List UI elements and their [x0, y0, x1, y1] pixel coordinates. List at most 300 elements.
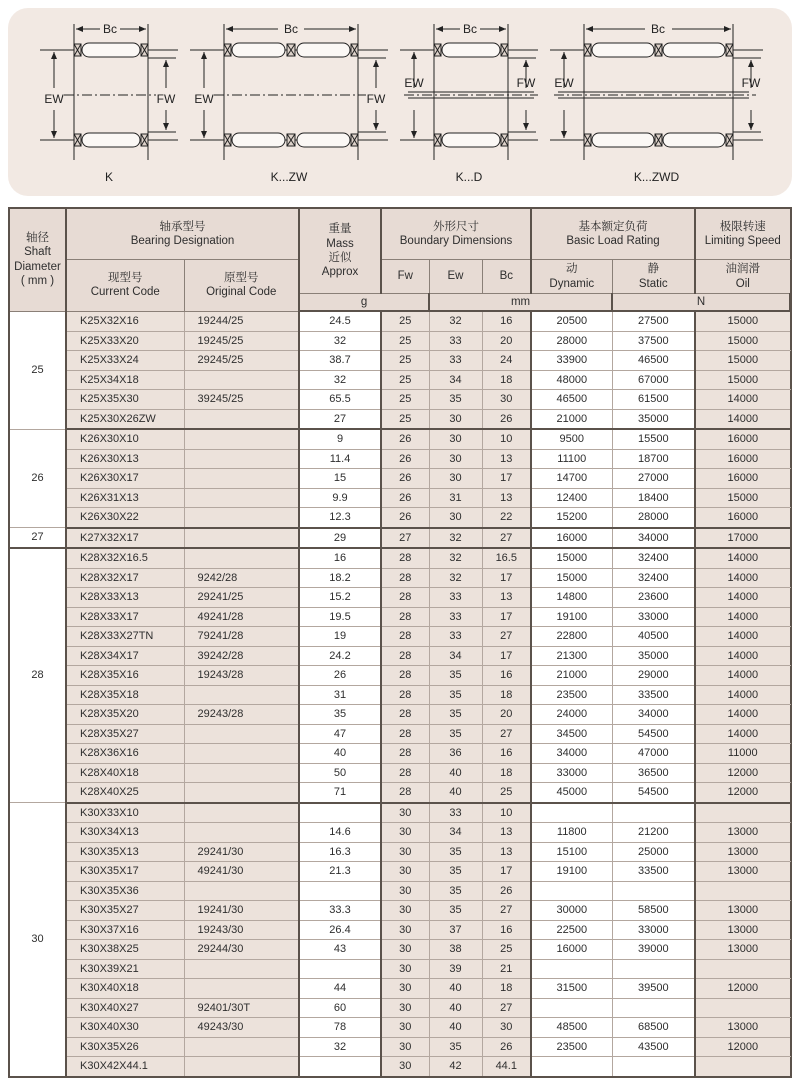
cell-original-code — [184, 508, 299, 528]
cell-oil: 13000 — [695, 823, 790, 843]
cell-mass: 71 — [299, 783, 381, 803]
cell-original-code: 29241/25 — [184, 588, 299, 608]
cell-fw: 28 — [381, 627, 429, 647]
table-row — [9, 449, 791, 469]
cell-fw: 25 — [381, 409, 429, 429]
cell-oil: 15000 — [695, 488, 790, 508]
cell-static: 34000 — [612, 705, 695, 725]
cell-dynamic — [531, 803, 612, 823]
cell-mass: 19 — [299, 627, 381, 647]
cell-fw: 28 — [381, 724, 429, 744]
col-header-limiting-speed — [695, 208, 790, 260]
cell-dynamic: 48000 — [531, 370, 612, 390]
cell-original-code — [184, 548, 299, 568]
cell-ew: 40 — [429, 783, 482, 803]
cell-mass: 32 — [299, 331, 381, 351]
current-code-label-cn: 现型号 — [108, 271, 143, 284]
cell-bc: 44.1 — [482, 1057, 531, 1077]
bearing-spec-table — [8, 207, 792, 1078]
cell-dynamic: 21300 — [531, 646, 612, 666]
dim-label-ew: EW — [44, 92, 64, 106]
table-row — [9, 979, 791, 999]
cell-bc: 18 — [482, 370, 531, 390]
cell-dynamic: 28000 — [531, 331, 612, 351]
cell-static: 39500 — [612, 979, 695, 999]
cell-current-code: K30X39X21 — [66, 959, 184, 979]
speed-label-en: Limiting Speed — [704, 235, 781, 247]
cell-fw: 30 — [381, 901, 429, 921]
cell-ew: 32 — [429, 528, 482, 549]
cell-current-code: K30X35X17 — [66, 862, 184, 882]
col-header-boundary-dimensions — [381, 208, 531, 260]
cell-oil: 14000 — [695, 568, 790, 588]
cell-mass — [299, 959, 381, 979]
cell-fw: 26 — [381, 488, 429, 508]
cell-original-code — [184, 763, 299, 783]
cell-oil: 13000 — [695, 1018, 790, 1038]
table-row — [9, 881, 791, 901]
cell-mass: 78 — [299, 1018, 381, 1038]
cell-static: 35000 — [612, 646, 695, 666]
cell-fw: 30 — [381, 979, 429, 999]
shaft-label-en2: Diameter — [14, 260, 61, 273]
cell-oil: 15000 — [695, 370, 790, 390]
cell-current-code: K28X33X13 — [66, 588, 184, 608]
cell-ew: 35 — [429, 724, 482, 744]
cell-bc: 18 — [482, 685, 531, 705]
cell-original-code: 29244/30 — [184, 940, 299, 960]
dim-label-ew: EW — [194, 92, 214, 106]
table-row — [9, 842, 791, 862]
cell-ew: 35 — [429, 881, 482, 901]
cell-bc: 25 — [482, 940, 531, 960]
boundary-label-cn: 外形尺寸 — [433, 220, 480, 233]
col-header-static — [612, 260, 695, 294]
cell-fw: 30 — [381, 1018, 429, 1038]
dim-label-fw: FW — [741, 76, 761, 90]
cell-dynamic: 11800 — [531, 823, 612, 843]
cell-bc: 24 — [482, 351, 531, 371]
cell-fw: 30 — [381, 998, 429, 1018]
cell-static: 21200 — [612, 823, 695, 843]
figure-k — [34, 20, 184, 184]
cell-current-code: K26X31X13 — [66, 488, 184, 508]
figure-label-kd: K...D — [455, 170, 483, 184]
cell-bc: 22 — [482, 508, 531, 528]
cell-original-code — [184, 803, 299, 823]
cell-mass: 65.5 — [299, 390, 381, 410]
table-row — [9, 528, 791, 549]
cell-static: 18400 — [612, 488, 695, 508]
table-row — [9, 920, 791, 940]
shaft-diameter-cell: 27 — [9, 528, 66, 549]
cell-static: 32400 — [612, 568, 695, 588]
cell-dynamic: 34500 — [531, 724, 612, 744]
cell-oil: 13000 — [695, 901, 790, 921]
cell-ew: 34 — [429, 370, 482, 390]
table-row — [9, 940, 791, 960]
cell-oil — [695, 803, 790, 823]
cell-oil: 14000 — [695, 390, 790, 410]
shaft-label-en1: Shaft — [24, 246, 51, 259]
cell-original-code — [184, 370, 299, 390]
cell-static — [612, 803, 695, 823]
table-body — [9, 311, 791, 1077]
table-header — [9, 208, 791, 311]
cell-ew: 34 — [429, 646, 482, 666]
cell-bc: 30 — [482, 1018, 531, 1038]
cell-static: 27000 — [612, 469, 695, 489]
cell-bc: 16 — [482, 920, 531, 940]
cell-static: 33000 — [612, 920, 695, 940]
cell-static: 36500 — [612, 763, 695, 783]
cell-mass: 29 — [299, 528, 381, 549]
col-header-oil — [695, 260, 790, 294]
cell-current-code: K28X32X17 — [66, 568, 184, 588]
cell-mass: 32 — [299, 1037, 381, 1057]
cell-bc: 27 — [482, 901, 531, 921]
cell-ew: 35 — [429, 685, 482, 705]
cell-current-code: K28X40X25 — [66, 783, 184, 803]
oil-label-en: Oil — [735, 277, 750, 290]
cell-current-code: K28X32X16.5 — [66, 548, 184, 568]
cell-original-code — [184, 724, 299, 744]
cell-ew: 34 — [429, 823, 482, 843]
cell-static: 15500 — [612, 429, 695, 449]
cell-ew: 35 — [429, 862, 482, 882]
cell-mass: 9.9 — [299, 488, 381, 508]
table-row — [9, 469, 791, 489]
cell-ew: 40 — [429, 998, 482, 1018]
cell-current-code: K25X30X26ZW — [66, 409, 184, 429]
shaft-label-cn: 轴径 — [26, 232, 49, 244]
table-row — [9, 744, 791, 764]
cell-oil: 12000 — [695, 979, 790, 999]
cell-bc: 30 — [482, 390, 531, 410]
unit-boundary-mm: mm — [429, 294, 612, 312]
original-code-label-cn: 原型号 — [224, 271, 259, 284]
cell-original-code: 19245/25 — [184, 331, 299, 351]
shaft-diameter-cell: 28 — [9, 548, 66, 803]
cell-bc: 10 — [482, 429, 531, 449]
cell-mass: 18.2 — [299, 568, 381, 588]
dynamic-label-cn: 动 — [566, 263, 578, 276]
cell-dynamic: 15000 — [531, 568, 612, 588]
cell-current-code: K26X30X17 — [66, 469, 184, 489]
cell-oil — [695, 959, 790, 979]
table-row — [9, 862, 791, 882]
cell-bc: 16 — [482, 666, 531, 686]
dim-label-ew: EW — [554, 76, 574, 90]
boundary-label-en: Boundary Dimensions — [399, 235, 513, 247]
cell-original-code: 92401/30T — [184, 998, 299, 1018]
cell-original-code — [184, 1037, 299, 1057]
cell-bc: 17 — [482, 469, 531, 489]
cell-original-code: 29245/25 — [184, 351, 299, 371]
table-row — [9, 724, 791, 744]
cell-static — [612, 881, 695, 901]
cell-oil: 15000 — [695, 351, 790, 371]
cell-static: 58500 — [612, 901, 695, 921]
cell-fw: 25 — [381, 331, 429, 351]
col-header-dynamic — [531, 260, 612, 294]
cell-mass: 26.4 — [299, 920, 381, 940]
cell-ew: 33 — [429, 803, 482, 823]
cell-oil: 12000 — [695, 1037, 790, 1057]
cell-bc: 21 — [482, 959, 531, 979]
cell-static: 33000 — [612, 607, 695, 627]
cell-fw: 25 — [381, 351, 429, 371]
cell-ew: 30 — [429, 429, 482, 449]
cell-current-code: K28X34X17 — [66, 646, 184, 666]
cell-dynamic: 14800 — [531, 588, 612, 608]
cell-dynamic: 11100 — [531, 449, 612, 469]
dim-label-bc: Bc — [283, 22, 299, 36]
cell-static: 54500 — [612, 724, 695, 744]
cell-static: 25000 — [612, 842, 695, 862]
cell-original-code — [184, 1057, 299, 1077]
cell-original-code — [184, 409, 299, 429]
cell-fw: 30 — [381, 920, 429, 940]
cell-current-code: K25X32X16 — [66, 311, 184, 331]
cell-current-code: K28X35X18 — [66, 685, 184, 705]
figure-kzwd — [544, 20, 769, 184]
cell-ew: 32 — [429, 311, 482, 331]
cell-oil: 13000 — [695, 842, 790, 862]
cell-static: 23600 — [612, 588, 695, 608]
cell-dynamic: 46500 — [531, 390, 612, 410]
cell-mass: 24.2 — [299, 646, 381, 666]
cell-original-code: 79241/28 — [184, 627, 299, 647]
cell-current-code: K26X30X10 — [66, 429, 184, 449]
cell-fw: 28 — [381, 783, 429, 803]
cell-original-code: 19243/28 — [184, 666, 299, 686]
table-row — [9, 331, 791, 351]
cell-bc: 26 — [482, 1037, 531, 1057]
cell-fw: 30 — [381, 803, 429, 823]
cell-fw: 28 — [381, 763, 429, 783]
cell-oil: 14000 — [695, 705, 790, 725]
cell-dynamic: 19100 — [531, 607, 612, 627]
cell-static: 39000 — [612, 940, 695, 960]
cell-original-code: 39242/28 — [184, 646, 299, 666]
cell-mass: 15 — [299, 469, 381, 489]
cell-fw: 28 — [381, 646, 429, 666]
cell-ew: 40 — [429, 979, 482, 999]
cell-oil: 14000 — [695, 666, 790, 686]
static-label-en: Static — [638, 277, 668, 290]
table-row — [9, 901, 791, 921]
load-label-en: Basic Load Rating — [566, 235, 660, 247]
cell-bc: 13 — [482, 588, 531, 608]
bearing-diagram-kd — [394, 20, 544, 170]
cell-current-code: K28X40X18 — [66, 763, 184, 783]
current-code-label-en: Current Code — [90, 286, 160, 299]
cell-current-code: K25X35X30 — [66, 390, 184, 410]
cell-current-code: K30X40X18 — [66, 979, 184, 999]
cell-oil — [695, 1057, 790, 1077]
cell-current-code: K25X33X24 — [66, 351, 184, 371]
cell-static: 68500 — [612, 1018, 695, 1038]
cell-dynamic: 15200 — [531, 508, 612, 528]
table-row — [9, 705, 791, 725]
cell-oil: 11000 — [695, 744, 790, 764]
cell-dynamic: 34000 — [531, 744, 612, 764]
cell-mass — [299, 881, 381, 901]
cell-ew: 31 — [429, 488, 482, 508]
cell-current-code: K30X34X13 — [66, 823, 184, 843]
cell-current-code: K28X33X27TN — [66, 627, 184, 647]
cell-ew: 35 — [429, 666, 482, 686]
cell-oil: 14000 — [695, 685, 790, 705]
table-row — [9, 409, 791, 429]
cell-dynamic: 23500 — [531, 1037, 612, 1057]
cell-fw: 28 — [381, 705, 429, 725]
bearing-diagram-k — [34, 20, 184, 170]
table-row — [9, 959, 791, 979]
figure-kd — [394, 20, 544, 184]
cell-oil: 14000 — [695, 646, 790, 666]
cell-ew: 38 — [429, 940, 482, 960]
table-row — [9, 998, 791, 1018]
cell-mass: 9 — [299, 429, 381, 449]
cell-ew: 32 — [429, 568, 482, 588]
cell-bc: 17 — [482, 646, 531, 666]
cell-bc: 27 — [482, 528, 531, 549]
cell-ew: 30 — [429, 469, 482, 489]
mass-label-en2: Approx — [321, 266, 359, 279]
cell-static — [612, 1057, 695, 1077]
cell-original-code: 19244/25 — [184, 311, 299, 331]
table-row — [9, 666, 791, 686]
cell-ew: 30 — [429, 409, 482, 429]
cell-dynamic — [531, 998, 612, 1018]
table-row — [9, 1057, 791, 1077]
cell-bc: 17 — [482, 607, 531, 627]
cell-dynamic: 30000 — [531, 901, 612, 921]
cell-static: 47000 — [612, 744, 695, 764]
col-header-bc: Bc — [482, 260, 531, 294]
original-code-label-en: Original Code — [206, 286, 277, 299]
cell-dynamic: 21000 — [531, 666, 612, 686]
cell-current-code: K28X33X17 — [66, 607, 184, 627]
cell-bc: 18 — [482, 979, 531, 999]
cell-dynamic: 48500 — [531, 1018, 612, 1038]
dim-label-fw: FW — [366, 92, 386, 106]
cell-bc: 18 — [482, 763, 531, 783]
cell-ew: 35 — [429, 705, 482, 725]
cell-oil: 13000 — [695, 920, 790, 940]
cell-static: 29000 — [612, 666, 695, 686]
dynamic-label-en: Dynamic — [549, 277, 595, 290]
cell-mass: 26 — [299, 666, 381, 686]
shaft-diameter-cell: 26 — [9, 429, 66, 528]
cell-current-code: K30X35X27 — [66, 901, 184, 921]
cell-static: 32400 — [612, 548, 695, 568]
cell-mass: 31 — [299, 685, 381, 705]
shaft-diameter-cell: 25 — [9, 311, 66, 429]
cell-current-code: K30X33X10 — [66, 803, 184, 823]
mass-label-cn2: 近似 — [328, 252, 352, 264]
col-header-mass — [299, 208, 381, 294]
cell-static: 46500 — [612, 351, 695, 371]
cell-fw: 30 — [381, 940, 429, 960]
cell-ew: 40 — [429, 763, 482, 783]
cell-static: 40500 — [612, 627, 695, 647]
cell-original-code: 19241/30 — [184, 901, 299, 921]
unit-speed-rpm — [790, 294, 791, 312]
cell-fw: 25 — [381, 370, 429, 390]
cell-ew: 42 — [429, 1057, 482, 1077]
designation-label-en: Bearing Designation — [130, 235, 235, 247]
cell-dynamic: 24000 — [531, 705, 612, 725]
cell-fw: 26 — [381, 508, 429, 528]
cell-original-code: 9242/28 — [184, 568, 299, 588]
cell-mass: 44 — [299, 979, 381, 999]
cell-ew: 33 — [429, 607, 482, 627]
cell-original-code — [184, 959, 299, 979]
cell-oil: 17000 — [695, 528, 790, 549]
cell-dynamic: 14700 — [531, 469, 612, 489]
table-row — [9, 1037, 791, 1057]
cell-dynamic: 22800 — [531, 627, 612, 647]
cell-ew: 30 — [429, 449, 482, 469]
shaft-label-unit: ( mm ) — [20, 275, 55, 288]
cell-bc: 16 — [482, 744, 531, 764]
cell-oil: 15000 — [695, 331, 790, 351]
cell-original-code — [184, 488, 299, 508]
cell-original-code — [184, 685, 299, 705]
cell-mass — [299, 1057, 381, 1077]
cell-ew: 35 — [429, 390, 482, 410]
table-row — [9, 351, 791, 371]
cell-ew: 33 — [429, 588, 482, 608]
table-row — [9, 685, 791, 705]
mass-label-cn: 重量 — [328, 223, 352, 236]
cell-dynamic: 22500 — [531, 920, 612, 940]
cell-dynamic: 21000 — [531, 409, 612, 429]
cell-mass: 32 — [299, 370, 381, 390]
cell-oil: 16000 — [695, 469, 790, 489]
cell-bc: 26 — [482, 409, 531, 429]
cell-original-code: 19243/30 — [184, 920, 299, 940]
cell-bc: 17 — [482, 568, 531, 588]
cell-ew: 32 — [429, 548, 482, 568]
oil-label-cn: 油润滑 — [725, 263, 761, 276]
cell-static: 61500 — [612, 390, 695, 410]
cell-ew: 37 — [429, 920, 482, 940]
cell-mass: 19.5 — [299, 607, 381, 627]
cell-dynamic: 16000 — [531, 940, 612, 960]
cell-fw: 26 — [381, 469, 429, 489]
figure-label-kzw: K...ZW — [270, 170, 308, 184]
cell-static: 34000 — [612, 528, 695, 549]
cell-oil: 12000 — [695, 763, 790, 783]
cell-oil: 16000 — [695, 449, 790, 469]
cell-current-code: K30X40X27 — [66, 998, 184, 1018]
cell-bc: 16.5 — [482, 548, 531, 568]
cell-fw: 25 — [381, 390, 429, 410]
dim-label-fw: FW — [156, 92, 176, 106]
cell-fw: 28 — [381, 548, 429, 568]
cell-ew: 36 — [429, 744, 482, 764]
cell-static: 33500 — [612, 685, 695, 705]
cell-mass: 24.5 — [299, 311, 381, 331]
cell-dynamic: 20500 — [531, 311, 612, 331]
cell-bc: 27 — [482, 627, 531, 647]
cell-oil: 14000 — [695, 627, 790, 647]
cell-bc: 13 — [482, 842, 531, 862]
